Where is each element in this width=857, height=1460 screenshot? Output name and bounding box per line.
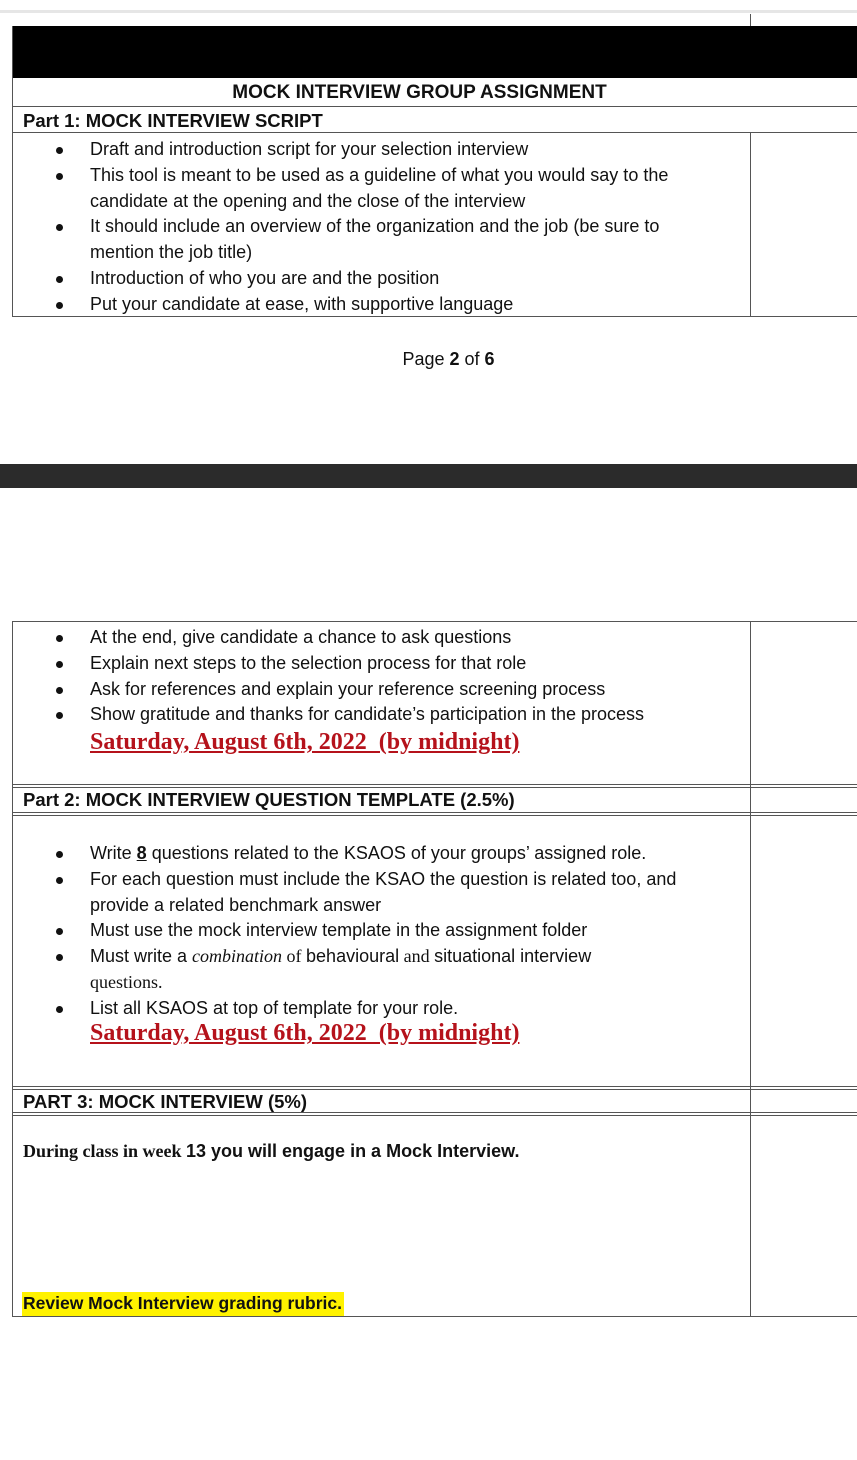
list-item: Put your candidate at ease, with supportive language	[55, 292, 705, 318]
list-item	[55, 944, 715, 996]
part3-body	[23, 1141, 519, 1162]
list-item: Show gratitude and thanks for candidate’s participation in the process	[55, 702, 715, 728]
row-rule	[12, 621, 857, 622]
row-rule	[12, 106, 857, 107]
top-divider	[0, 10, 857, 13]
page-indicator-middle: of	[459, 349, 485, 369]
part1-heading: Part 1: MOCK INTERVIEW SCRIPT	[23, 110, 323, 131]
list-item: Must use the mock interview template in the assignment folder	[55, 918, 715, 944]
header-black-bar	[12, 26, 857, 78]
part1-continued-bullet-list	[55, 625, 715, 728]
question-count: 8	[136, 843, 147, 863]
part2-bullet-list	[55, 841, 715, 1022]
list-item	[55, 841, 715, 867]
table-border-left	[12, 621, 13, 1316]
text-segment: of	[282, 946, 307, 967]
table-border-left	[12, 26, 13, 317]
part2-deadline: Saturday, August 6th, 2022 (by midnight)	[90, 1020, 520, 1046]
part3-heading: PART 3: MOCK INTERVIEW (5%)	[23, 1091, 308, 1112]
list-item: List all KSAOS at top of template for your role.	[55, 996, 715, 1022]
list-item: At the end, give candidate a chance to ask questions	[55, 625, 715, 651]
list-item: Introduction of who you are and the position	[55, 266, 705, 292]
rubric-highlight: Review Mock Interview grading rubric.	[22, 1292, 344, 1316]
column-rule	[750, 132, 751, 317]
text-segment: Must write a	[90, 946, 193, 967]
row-rule	[12, 1086, 857, 1087]
text-segment: behavioural	[306, 946, 400, 967]
column-rule	[750, 14, 751, 26]
document-title: MOCK INTERVIEW GROUP ASSIGNMENT	[232, 82, 607, 103]
text-segment: situational interview	[434, 946, 592, 967]
page-indicator	[0, 349, 857, 370]
part2-heading: Part 2: MOCK INTERVIEW QUESTION TEMPLATE (2.5%)	[23, 789, 515, 810]
text-segment: 13 you will engage in a Mock Interview.	[186, 1141, 520, 1161]
row-rule	[12, 812, 857, 813]
row-rule	[12, 784, 857, 785]
row-rule	[12, 1115, 857, 1116]
list-item: Draft and introduction script for your selection interview	[55, 137, 705, 163]
row-rule	[12, 1316, 857, 1317]
column-rule	[750, 621, 751, 1316]
text-segment: questions related to the KSAOS of your groups’ assigned role.	[146, 843, 647, 863]
list-item: This tool is meant to be used as a guideline of what you would say to the candidate at the opening and the close of the interview	[55, 163, 705, 215]
text-segment: and	[399, 946, 435, 967]
text-segment: Write	[90, 843, 137, 863]
page-break-band	[0, 464, 857, 488]
row-rule	[12, 1089, 857, 1090]
row-rule	[12, 787, 857, 788]
text-segment: combination	[192, 946, 283, 967]
page-total: 6	[484, 349, 495, 369]
list-item: Explain next steps to the selection process for that role	[55, 651, 715, 677]
page-current: 2	[449, 349, 460, 369]
list-item: Ask for references and explain your reference screening process	[55, 677, 715, 703]
part1-deadline: Saturday, August 6th, 2022 (by midnight)	[90, 729, 520, 755]
list-item: It should include an overview of the organization and the job (be sure to mention the job title)	[55, 214, 705, 266]
row-rule	[12, 132, 857, 133]
part1-bullet-list	[55, 137, 705, 318]
row-rule	[12, 815, 857, 816]
text-segment: During class in week	[23, 1141, 187, 1161]
list-item: For each question must include the KSAO the question is related too, and provide a related benchmark answer	[55, 867, 715, 919]
text-segment: questions.	[90, 971, 163, 992]
page-indicator-prefix: Page	[402, 349, 450, 369]
